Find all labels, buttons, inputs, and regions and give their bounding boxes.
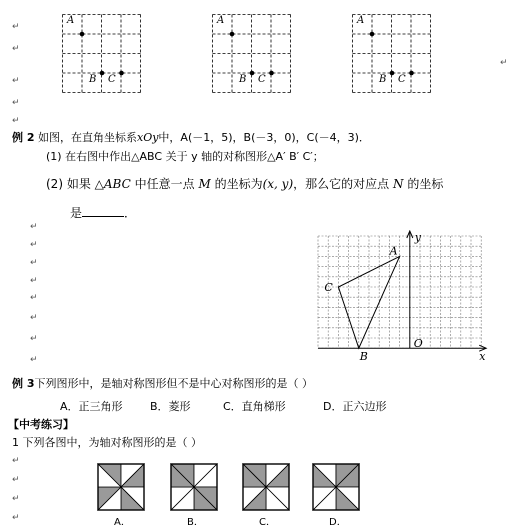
paragraph-mark: ↵ <box>12 456 20 466</box>
example3-options <box>60 398 386 414</box>
dashed-grid-1 <box>62 14 142 97</box>
paragraph-mark: ↵ <box>30 293 38 303</box>
example3-option-b: B．菱形 <box>150 400 191 413</box>
paragraph-mark: ↵ <box>12 494 20 504</box>
coordinate-figure <box>315 230 490 360</box>
example3-option-c: C．直角梯形 <box>223 400 286 413</box>
paragraph-mark: ↵ <box>12 116 20 126</box>
paragraph-mark: ↵ <box>12 513 20 523</box>
zhongkao-option-b: B． <box>187 517 204 528</box>
paragraph-mark: ↵ <box>30 313 38 323</box>
paragraph-mark: ↵ <box>30 258 38 268</box>
paragraph-mark: ↵ <box>12 22 20 32</box>
label-c: C <box>108 74 116 85</box>
point-b <box>390 71 395 76</box>
zhongkao-heading: 【中考练习】 <box>8 418 74 431</box>
label-a: A <box>357 15 365 26</box>
example2-heading: 例 2 <box>12 131 35 144</box>
example3-option-d: D．正六边形 <box>323 400 387 413</box>
zhongkao-option-c: C． <box>259 517 276 528</box>
label-x: x <box>479 350 486 360</box>
paragraph-mark: ↵ <box>30 240 38 250</box>
zhongkao-option-d: D． <box>329 517 347 528</box>
label-b: B <box>379 74 387 85</box>
label-a: A <box>389 244 398 258</box>
pinwheel-figure-a <box>97 463 145 511</box>
example2-q2-line2: 是 ． <box>70 206 137 220</box>
pinwheel-figure-c <box>242 463 290 511</box>
label-c: C <box>398 74 406 85</box>
paragraph-mark: ↵ <box>30 334 38 344</box>
example3-option-a: A．正三角形 <box>60 400 123 413</box>
point-a <box>370 32 375 37</box>
point-b <box>100 71 105 76</box>
label-c: C <box>258 74 266 85</box>
label-c: C <box>324 281 333 294</box>
label-y: y <box>414 231 422 244</box>
paragraph-mark: ↵ <box>30 355 38 365</box>
paragraph-mark: ↵ <box>12 475 20 485</box>
label-b: B <box>359 350 368 360</box>
paragraph-mark: ↵ <box>30 222 38 232</box>
pinwheel-figure-d <box>312 463 360 511</box>
example2-q2: (2) 如果 △ABC 中任意一点 M 的坐标为(x, y)，那么它的对应点 N 的坐标 <box>46 177 444 191</box>
label-a: A <box>67 15 75 26</box>
point-c <box>119 71 124 76</box>
pinwheel-figure-b <box>170 463 218 511</box>
example2-q1: (1) 在右图中作出△ABC 关于 y 轴的对称图形△A′ B′ C′； <box>46 150 324 163</box>
dashed-grid-2 <box>212 14 292 97</box>
label-a: A <box>217 15 225 26</box>
label-b: B <box>89 74 97 85</box>
zhongkao-option-a: A． <box>114 517 131 528</box>
answer-blank <box>82 206 124 217</box>
paragraph-mark: ↵ <box>12 76 20 86</box>
paragraph-mark: ↵ <box>12 44 20 54</box>
point-a <box>80 32 85 37</box>
label-b: B <box>239 74 247 85</box>
label-o: O <box>413 337 423 351</box>
paragraph-mark: ↵ <box>500 58 508 68</box>
point-b <box>250 71 255 76</box>
point-a <box>230 32 235 37</box>
example2-intro: 例 2 如图，在直角坐标系xOy中，A(－1，5)，B(－3，0)，C(－4，3)． <box>12 131 370 144</box>
point-c <box>269 71 274 76</box>
zhongkao-q1: 1 下列各图中，为轴对称图形的是（ ） <box>12 436 202 449</box>
paragraph-mark: ↵ <box>12 98 20 108</box>
dashed-grid-3 <box>352 14 432 97</box>
paragraph-mark: ↵ <box>30 276 38 286</box>
point-c <box>409 71 414 76</box>
example3-question: 例 3下列图形中，是轴对称图形但不是中心对称图形的是（ ） <box>12 377 313 390</box>
example3-heading: 例 3 <box>12 377 35 390</box>
